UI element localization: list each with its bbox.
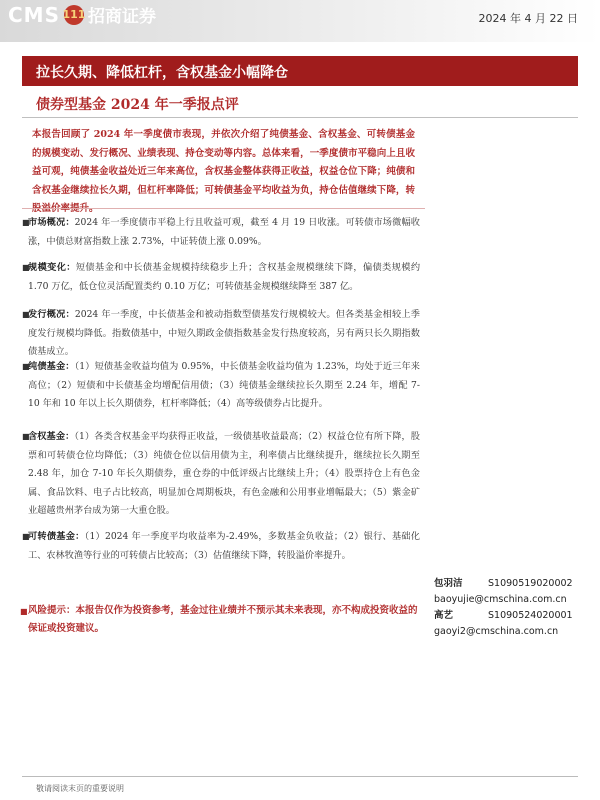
report-title: 拉长久期、降低杠杆，含权基金小幅降仓 [36, 65, 288, 81]
author-email[interactable]: baoyujie@cmschina.com.cn [434, 594, 567, 605]
bullet-icon: ■ [22, 218, 30, 227]
section-text: （1）短债基金收益均值为 0.95%，中长债基金收益均值为 1.23%，均处于近三年来高位；（2）短债和中长债基金均增配信用债；（3）纯债基金继续拉长久期至 2.24 年，增配 7-10 年和 10 年以上长久期债券，杠杆率降低；（4）高等级债券占比提升。 [28, 361, 420, 409]
section-text: （1）2024 年一季度平均收益率为-2.49%，多数基金负收益；（2）银行、基础化工、农林牧渔等行业的可转债占比较高；（3）估值继续下降，转股溢价率提升。 [28, 531, 420, 561]
divider-line [22, 117, 578, 118]
author-name: 包羽洁 [434, 578, 463, 589]
bullet-icon: ■ [20, 606, 28, 616]
bullet-icon: ■ [22, 532, 30, 541]
risk-text: 风险提示：本报告仅作为投资参考，基金过往业绩并不预示其未来表现，亦不构成投资收益的保证或投资建议。 [28, 605, 418, 634]
logo-mark-icon: 111 [64, 5, 84, 25]
cms-logo [8, 2, 156, 27]
report-subtitle: 债券型基金 2024 年一季报点评 [36, 97, 239, 113]
section-lead: 可转债基金： [28, 531, 85, 542]
section-lead: 纯债基金： [28, 361, 75, 372]
bullet-icon: ■ [22, 310, 30, 319]
author-email[interactable]: gaoyi2@cmschina.com.cn [434, 626, 559, 637]
section-lead: 市场概况： [28, 217, 75, 228]
author-name: 高艺 [434, 610, 454, 621]
section-pure-bond [22, 358, 420, 414]
section-text: 2024 年一季度，中长债基金和被动指数型债基发行规模较大。但各类基金相较上季度发行规模均降低。指数债基中，中短久期政金债指数基金发行热度较高，另有两只长久期指数债基成立。 [28, 309, 420, 357]
author-cert: S1090519020002 [488, 578, 573, 589]
author-panel [434, 576, 573, 640]
section-lead: 规模变化： [28, 262, 76, 273]
author-row [434, 608, 573, 624]
section-scale [22, 259, 421, 296]
section-text: （1）各类含权基金平均获得正收益，一级债基收益最高；（2）权益仓位有所下降，股票和可转债仓位均降低；（3）纯债仓位以信用债为主，利率债占比继续提升，继续拉长久期至 2.48 年，加仓 7-10 年长久期债券，重仓券的中低评级占比继续上升；（4）股票持仓上有色金属、食品饮料、电子占比较高，明显加仓周期板块，有色金融和公用事业增幅最大；（5）紫金矿业超越贵州茅台成为第一大重仓股。 [28, 431, 420, 516]
author-cert: S1090524020001 [488, 610, 573, 621]
bullet-icon: ■ [22, 362, 30, 371]
header-bar [0, 0, 600, 42]
section-lead: 含权基金： [28, 431, 75, 442]
bullet-icon: ■ [22, 263, 30, 272]
author-row [434, 576, 573, 592]
logo-chinese-text: 招商证券 [87, 7, 156, 27]
section-convertible [22, 528, 420, 565]
section-lead: 发行概况： [28, 309, 75, 320]
footer-divider [22, 776, 578, 777]
section-text: 短债基金和中长债基金规模持续稳步上升；含权基金规模继续下降，偏债类规模约 1.70 万亿，低仓位灵活配置类约 0.10 万亿；可转债基金规模继续降至 387 亿。 [28, 262, 421, 292]
section-issuance [22, 306, 420, 362]
title-banner [22, 56, 578, 86]
risk-warning [20, 602, 418, 638]
summary-paragraph: 本报告回顾了 2024 年一季度债市表现，并依次介绍了纯债基金、含权基金、可转债基金的规模变动、发行概况、业绩表现、持仓变动等内容。总体来看，一季度债市平稳向上且收益可观，纯债基金收益处近三年来高位，含权基金整体获得正收益，权益仓位下降；纯债和含权基金继续拉长久期，但杠杆率降低；可转债基金平均收益为负，持仓估值继续下降，转 [32, 129, 415, 196]
summary-separator [22, 208, 425, 209]
section-equity-bond [22, 428, 420, 521]
report-date: 2024 年 4 月 22 日 [478, 12, 578, 25]
bullet-icon: ■ [22, 432, 30, 441]
section-text: 2024 年一季度债市平稳上行且收益可观，截至 4 月 19 日收涨。可转债市场微幅收涨，中债总财富指数上涨 2.73%，中证转债上涨 0.09%。 [28, 217, 420, 247]
logo-latin-text: CMS [8, 2, 60, 27]
footer-note: 敬请阅读末页的重要说明 [36, 784, 124, 793]
section-market [22, 214, 420, 251]
